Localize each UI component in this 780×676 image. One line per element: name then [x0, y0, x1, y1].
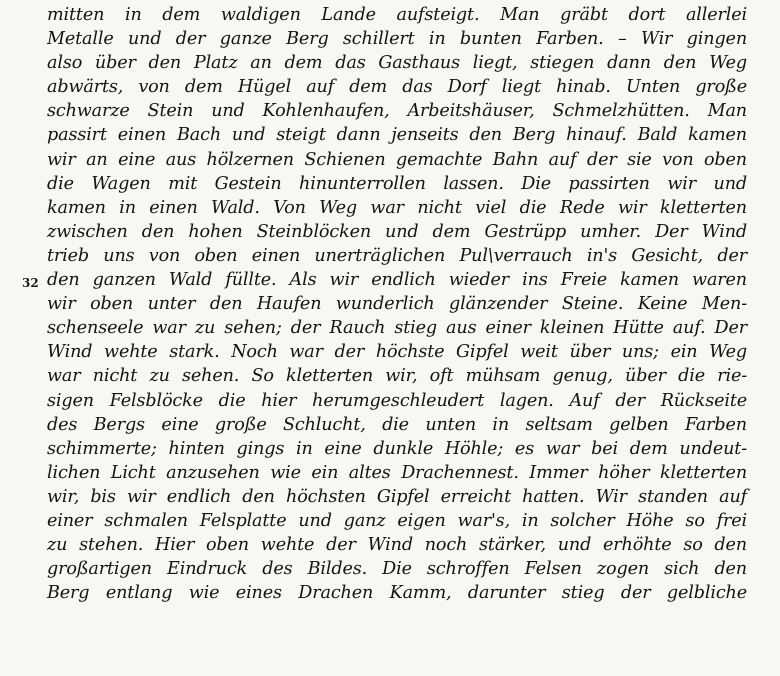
- text-line: zwischen den hohen Steinblöcken und dem Gestrüpp umher. Der Wind: [47, 221, 747, 242]
- text-line: Metalle und der ganze Berg schillert in bunten Farben. – Wir gingen: [47, 29, 747, 50]
- text-line: wir an eine aus hölzernen Schienen gemachte Bahn auf der sie von oben: [47, 149, 747, 170]
- text-line: Berg entlang wie eines Drachen Kamm, darunter stieg der gelbliche: [47, 583, 747, 604]
- text-line: den ganzen Wald füllte. Als wir endlich wieder ins Freie kamen waren: [47, 270, 747, 291]
- text-line: zu stehen. Hier oben wehte der Wind noch stärker, und erhöhte so den: [47, 535, 747, 556]
- text-line: passirt einen Bach und steigt dann jenseits den Berg hinauf. Bald kamen: [47, 125, 747, 146]
- text-line: schenseele war zu sehen; der Rauch stieg aus einer kleinen Hütte auf. Der: [47, 318, 747, 339]
- margin-page-number: 32: [22, 276, 39, 290]
- text-line: wir oben unter den Haufen wunderlich glänzender Steine. Keine Men-: [47, 294, 747, 315]
- text-line: lichen Licht anzusehen wie ein altes Drachennest. Immer höher kletterten: [47, 462, 747, 483]
- body-text: [47, 3, 747, 605]
- text-line: abwärts, von dem Hügel auf dem das Dorf liegt hinab. Unten große: [47, 77, 747, 98]
- text-line: war nicht zu sehen. So kletterten wir, oft mühsam genug, über die rie-: [47, 366, 747, 387]
- text-line: wir, bis wir endlich den höchsten Gipfel erreicht hatten. Wir standen auf: [47, 486, 747, 507]
- text-line: schimmerte; hinten gings in eine dunkle Höhle; es war bei dem undeut-: [47, 438, 747, 459]
- text-line: schwarze Stein und Kohlenhaufen, Arbeitshäuser, Schmelzhütten. Man: [47, 101, 747, 122]
- text-line: also über den Platz an dem das Gasthaus liegt, stiegen dann den Weg: [47, 53, 747, 74]
- text-line: die Wagen mit Gestein hinunterrollen lassen. Die passirten wir und: [47, 173, 747, 194]
- text-line: mitten in dem waldigen Lande aufsteigt. Man gräbt dort allerlei: [47, 5, 747, 25]
- text-line: trieb uns von oben einen unerträglichen Pul\verrauch in's Gesicht, der: [47, 245, 747, 266]
- text-line: des Bergs eine große Schlucht, die unten in seltsam gelben Farben: [47, 414, 747, 435]
- text-line: kamen in einen Wald. Von Weg war nicht viel die Rede wir kletterten: [47, 197, 747, 218]
- text-line: einer schmalen Felsplatte und ganz eigen war's, in solcher Höhe so frei: [47, 510, 747, 531]
- text-line: sigen Felsblöcke die hier herumgeschleudert lagen. Auf der Rückseite: [47, 390, 747, 411]
- text-line: Wind wehte stark. Noch war der höchste Gipfel weit über uns; ein Weg: [47, 342, 747, 363]
- text-line: großartigen Eindruck des Bildes. Die schroffen Felsen zogen sich den: [47, 559, 747, 580]
